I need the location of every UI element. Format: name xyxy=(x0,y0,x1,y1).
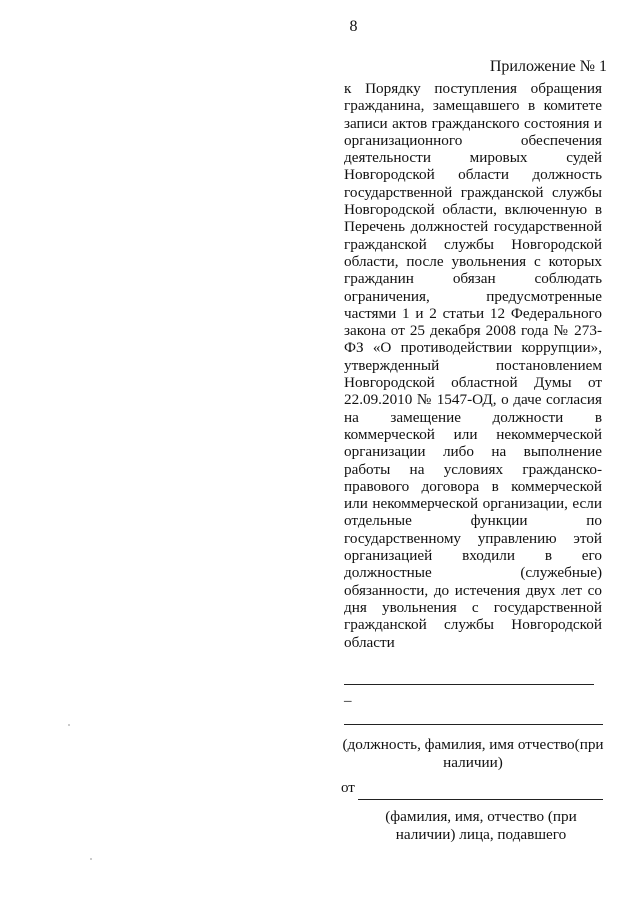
appendix-label: Приложение № 1 xyxy=(489,58,607,75)
signature-line-1 xyxy=(344,684,594,685)
applicant-caption: (фамилия, имя, отчество (при наличии) лица, подавшего xyxy=(385,808,577,843)
signature-line-2 xyxy=(344,724,603,725)
page-number: 8 xyxy=(349,18,358,35)
scan-speck xyxy=(68,724,70,726)
dash-mark: – xyxy=(344,693,352,709)
appendix-text: к Порядку поступления обращения гражданина, замещавшего в комитете записи актов гражданского состояния и организационного обеспечения деятельности мировых судей Новгородской области должность государственной гражданской службы Новгородской области, включенную в Перечень должностей государственной гражданской службы Новгородской области, после увольнения с которых гражданин обязан соблюдать ограничения, предусмотренные частями 1 и 2 статьи 12 Федерального закона от 25 декабря 2008 года № 273-ФЗ «О противодействии коррупции», утвержденный постановлением Новгородской областной Думы от 22.09.2010 № 1547-ОД, о даче согласия на замещение должности в коммерческой или некоммерческой организации либо на выполнение работы на условиях гражданско-правового договора в коммерческой или некоммерческой организации, если отдельные функции по государственному управлению этой организацией входили в его должностные (служебные) обязанности, до истечения двух лет со дня увольнения с государственной гражданской службы Новгородской области xyxy=(344,80,602,651)
position-caption: (должность, фамилия, имя отчество(при наличии) xyxy=(342,736,604,771)
from-label: от xyxy=(341,780,355,796)
scan-speck xyxy=(90,858,92,860)
applicant-line xyxy=(358,799,603,800)
